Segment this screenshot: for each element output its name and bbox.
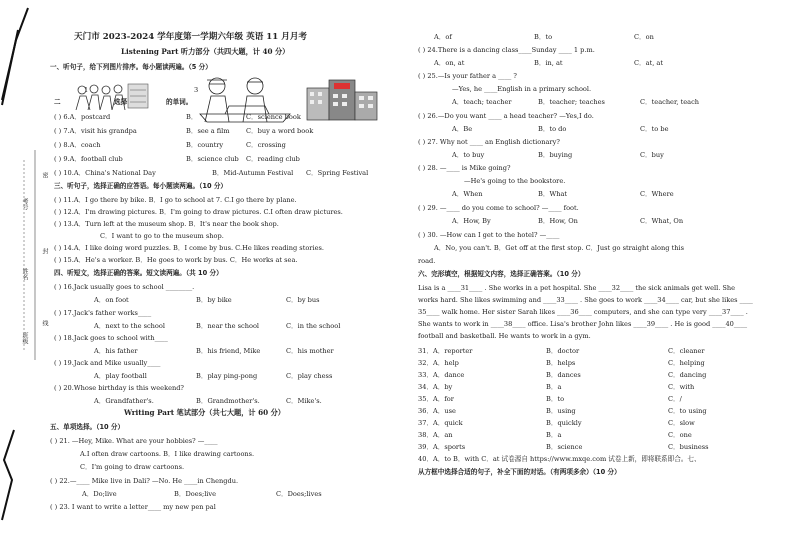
q28-option-a: A．When — [452, 190, 483, 198]
q16-option-c: C．by bus — [286, 296, 320, 304]
cloze-option-row: 33．A．dance — [418, 371, 465, 379]
cloze-option-b: B．science — [546, 443, 583, 451]
writing-part-title: Writing Part 笔试部分（共七大题，计 60 分） — [124, 408, 285, 417]
section1-heading: 一、听句子，给下列图片排序。每小题读两遍。（5 分） — [50, 63, 212, 71]
cloze-option-row-40: 40．A．to B．with C．at 试卷源自 https://www.mxqe.com 试卷上新，即将联系即合。七、 — [418, 455, 701, 463]
section2-heading-start: 二 — [54, 98, 61, 106]
pic-number: 1 — [84, 86, 89, 94]
cloze-option-b: B．quickly — [546, 419, 582, 427]
passage-line: 35____ walk home. Her sister Sarah likes ____36____ computers, and she can type very ____37____ . — [418, 308, 748, 316]
q10-option-b: B．Mid-Autumn Festival — [212, 169, 294, 177]
q11: ( ) 11.A．I go there by bike. B．I go to school at 7. C.I go there by plane. — [54, 196, 297, 204]
q9-option-b: B．science club — [186, 155, 239, 163]
passage-line: She wants to work in ____38____ office. Lisa's brother John likes ____39____ . He is good ____40____ — [418, 320, 748, 328]
q25-stem: ( ) 25.—Is your father a ____ ? — [418, 72, 517, 80]
q23-option-a: A．of — [434, 33, 452, 41]
section4-heading: 四、听短文，选择正确的答案。短文读两遍。（共 10 分） — [54, 269, 223, 277]
q27-option-c: C．buy — [640, 151, 664, 159]
q30-options: A．No, you can't. B．Get off at the first stop. C．Just go straight along this — [434, 244, 684, 252]
cloze-option-b: B．dances — [546, 371, 581, 379]
cloze-option-b: B．doctor — [546, 347, 580, 355]
q21-option-c: C．I'm going to draw cartoons. — [80, 463, 185, 471]
cloze-option-c: C．/ — [668, 395, 682, 403]
q25-option-c: C．teacher, teach — [640, 98, 700, 106]
q29-option-c: C．What, On — [640, 217, 684, 225]
q8-option-b: B．country — [186, 141, 224, 149]
q19-stem: ( ) 19.Jack and Mike usually____ — [54, 359, 161, 367]
picture-hospital-building — [302, 74, 390, 122]
q10-option-c: C．Spring Festival — [306, 169, 369, 177]
q23-stem: ( ) 23. I want to write a letter____ my new pen pal — [50, 503, 216, 511]
q29-stem: ( ) 29. —____ do you come to school? —____ foot. — [418, 204, 579, 212]
cloze-option-b: B．using — [546, 407, 576, 415]
section6-heading: 六、完形填空，根据短文内容，选择正确答案。（10 分） — [418, 270, 585, 278]
cloze-option-row: 39．A．sports — [418, 443, 466, 451]
passage-line: Lisa is a ____31____ . She works in a pet hospital. She ____32____ the sick animals get well. She — [418, 284, 736, 292]
q17-option-a: A．next to the school — [94, 322, 165, 330]
q22-option-b: B．Does;live — [174, 490, 217, 498]
q14: ( ) 14.A．I like doing word puzzles. B．I come by bus. C.He likes reading stories. — [54, 244, 324, 252]
page-title: 天门市 2023-2024 学年度第一学期六年级 英语 11 月月考 — [74, 32, 308, 42]
cloze-option-b: B．to — [546, 395, 565, 403]
cloze-option-c: C．to using — [668, 407, 707, 415]
q27-stem: ( ) 27. Why not ____ an English dictionary? — [418, 138, 560, 146]
q30-stem: ( ) 30. —How can I get to the hotel? —____ — [418, 231, 560, 239]
q29-option-b: B．How, On — [538, 217, 578, 225]
q28-reply: —He's going to the bookstore. — [464, 177, 566, 185]
cloze-option-c: C．slow — [668, 419, 695, 427]
q19-option-a: A．play football — [94, 372, 147, 380]
q26-option-a: A．Be — [452, 125, 473, 133]
q16-option-b: B．by bike — [196, 296, 232, 304]
q8-stem: ( ) 8.A．coach — [54, 141, 101, 149]
cloze-option-b: B．helps — [546, 359, 576, 367]
section5-heading: 五、单项选择。（10 分） — [50, 423, 125, 431]
q19-option-c: C．play chess — [286, 372, 333, 380]
q18-option-c: C．his mother — [286, 347, 334, 355]
q20-option-b: B．Grandmother's. — [196, 397, 260, 405]
q25-reply: —Yes, he ____English in a primary school. — [452, 85, 592, 93]
q20-stem: ( ) 20.Whose birthday is this weekend? — [54, 384, 184, 392]
q7-option-c: C．buy a word book — [246, 127, 314, 135]
cloze-option-c: C．helping — [668, 359, 705, 367]
q13: ( ) 13.A．Turn left at the museum shop. B．It's near the book shop. — [54, 220, 279, 228]
q28-option-c: C．Where — [640, 190, 674, 198]
q12: ( ) 12.A．I'm drawing pictures. B．I'm going to draw pictures. C.I often draw pictures. — [54, 208, 343, 216]
left-column — [50, 0, 390, 550]
q6-option-c: C．science book — [246, 113, 301, 121]
q17-option-c: C．in the school — [286, 322, 341, 330]
passage-line: football and basketball. He wants to work in a gym. — [418, 332, 591, 340]
section2-heading-mid: 选择 — [114, 98, 128, 106]
cloze-option-b: B．a — [546, 383, 562, 391]
q6-stem: ( ) 6.A．postcard — [54, 113, 111, 121]
q27-option-b: B．buying — [538, 151, 573, 159]
cloze-option-c: C．cleaner — [668, 347, 705, 355]
q20-option-a: A．Grandfather's. — [94, 397, 154, 405]
q6-option-b: B． — [186, 113, 198, 121]
passage-line: works hard. She likes swimming and ____33____ . She goes to work ____34____ car, but she likes ____ — [418, 296, 753, 304]
q22-option-a: A．Do;live — [82, 490, 117, 498]
margin-label-name: 姓名 — [21, 268, 28, 280]
q7-stem: ( ) 7.A．visit his grandpa — [54, 127, 137, 135]
q16-stem: ( ) 16.Jack usually goes to school ________. — [54, 283, 195, 291]
seal-char: 封 — [41, 248, 48, 254]
q18-stem: ( ) 18.Jack goes to school with____ — [54, 334, 168, 342]
pic-number: 3 — [194, 86, 199, 94]
margin-label-class: 班级 — [21, 332, 28, 344]
cloze-option-b: B．a — [546, 431, 562, 439]
cloze-option-c: C．with — [668, 383, 695, 391]
q23-option-c: C．on — [634, 33, 654, 41]
cloze-option-c: C．one — [668, 431, 692, 439]
q21-stem: ( ) 21. —Hey, Mike. What are your hobbies? —____ — [50, 437, 218, 445]
picture-people-group — [70, 80, 155, 110]
binding-margin — [0, 0, 50, 550]
right-column — [418, 0, 758, 550]
q26-stem: ( ) 26.—Do you want ____ a head teacher? —Yes,I do. — [418, 112, 594, 120]
q20-option-c: C．Mike's. — [286, 397, 322, 405]
q22-option-c: C．Does;lives — [276, 490, 322, 498]
q24-option-b: B．in, at — [534, 59, 563, 67]
cloze-option-row: 36．A．use — [418, 407, 456, 415]
q29-option-a: A．How, By — [452, 217, 491, 225]
q22-stem: ( ) 22.—____ Mike live in Dali? —No. He ____in Chengdu. — [50, 477, 239, 485]
cloze-option-row: 31．A．reporter — [418, 347, 473, 355]
q8-option-c: C．crossing — [246, 141, 286, 149]
q24-option-a: A．on, at — [434, 59, 465, 67]
q7-option-b: B．see a film — [186, 127, 230, 135]
q30-tail: road. — [418, 257, 436, 265]
q26-option-c: C．to be — [640, 125, 669, 133]
listening-part-title: Listening Part 听力部分（共四大题，计 40 分） — [121, 47, 290, 56]
q10-stem: ( ) 10.A．China's National Day — [54, 169, 156, 177]
seal-char: 密 — [41, 172, 48, 178]
section7-heading: 从方框中选择合适的句子，补全下面的对话。（有两项多余）（10 分） — [418, 468, 621, 476]
q28-stem: ( ) 28. —____ is Mike going? — [418, 164, 511, 172]
q26-option-b: B．to do — [538, 125, 567, 133]
q9-stem: ( ) 9.A．football club — [54, 155, 123, 163]
q25-option-a: A．teach; teacher — [452, 98, 512, 106]
q13-option-c: C．I want to go to the museum shop. — [100, 232, 224, 240]
cloze-option-row: 32．A．help — [418, 359, 459, 367]
q17-stem: ( ) 17.Jack's father works____ — [54, 309, 152, 317]
q16-option-a: A．on foot — [94, 296, 129, 304]
cloze-option-c: C．business — [668, 443, 709, 451]
cloze-option-row: 35．A．for — [418, 395, 454, 403]
cloze-option-row: 37．A．quick — [418, 419, 463, 427]
q18-option-a: A．his father — [94, 347, 138, 355]
cloze-option-c: C．dancing — [668, 371, 707, 379]
margin-label-exam-number: 考号 — [21, 198, 28, 210]
q24-option-c: C．at, at — [634, 59, 663, 67]
q15: ( ) 15.A．He's a worker. B．He goes to work by bus. C．He works at sea. — [54, 256, 298, 264]
cloze-option-row: 38．A．an — [418, 431, 453, 439]
q27-option-a: A．to buy — [452, 151, 485, 159]
q28-option-b: B．What — [538, 190, 568, 198]
section3-heading: 三、听句子，选择正确的应答语。每小题读两遍。（10 分） — [54, 182, 228, 190]
q9-option-c: C．reading club — [246, 155, 300, 163]
q21-options-ab: A.I often draw cartoons. B．I like drawing cartoons. — [80, 450, 255, 458]
q18-option-b: B．his friend, Mike — [196, 347, 261, 355]
q24-stem: ( ) 24.There is a dancing class____Sunday ____ 1 p.m. — [418, 46, 595, 54]
seal-char: 线 — [41, 320, 48, 326]
section2-heading-tail: 的单词。 — [166, 98, 193, 106]
q25-option-b: B．teacher; teaches — [538, 98, 605, 106]
q23-option-b: B．to — [534, 33, 553, 41]
q17-option-b: B．near the school — [196, 322, 260, 330]
q19-option-b: B．play ping-pong — [196, 372, 258, 380]
cloze-option-row: 34．A．by — [418, 383, 453, 391]
